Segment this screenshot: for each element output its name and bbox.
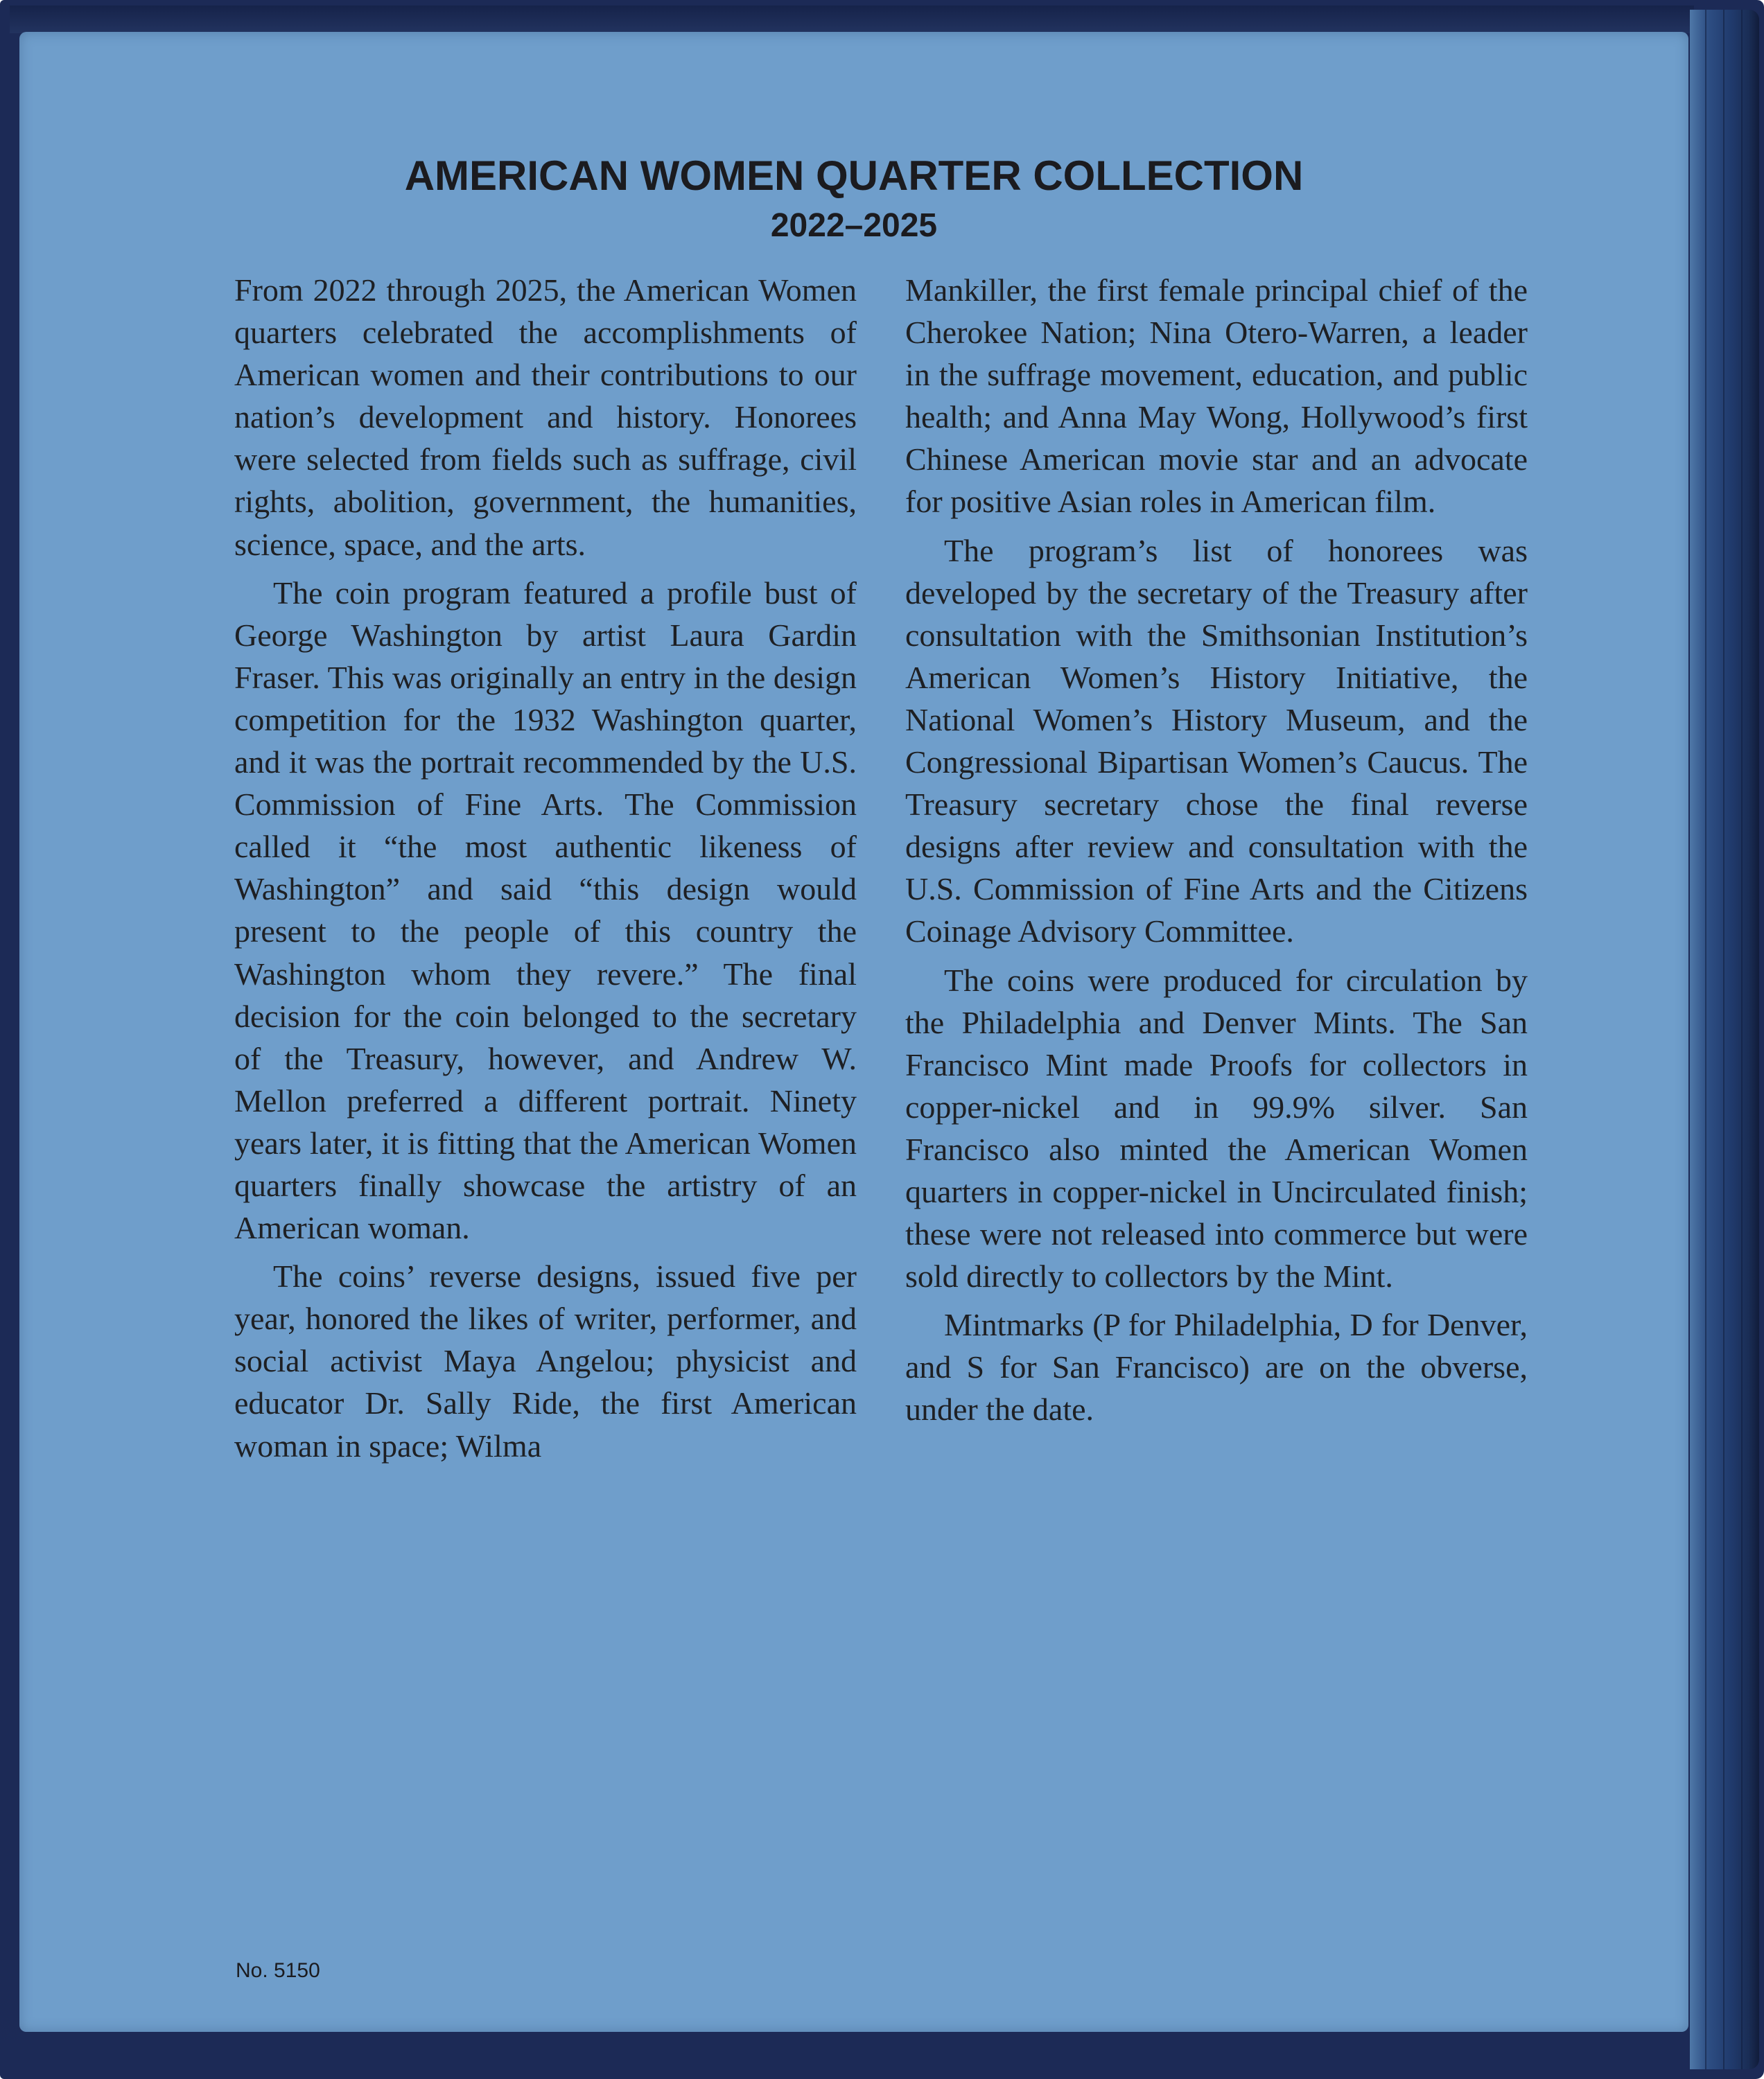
page-subtitle: 2022–2025 (770, 207, 938, 244)
spine-ridge (1741, 10, 1743, 2069)
body-paragraph: The coin program featured a profile bust of George Washington by artist Laura Gardin Fraser. This was originally an entry in the design competition for the 1932 Washington quarter, and it was the portrait recommended by the U.S. Commission of Fine Arts. The Commission called it “the most authentic likeness of Washington” and said “this design would present to the people of this country the Washington whom they revere.” The final decision for the coin belonged to the secretary of the Treasury, however, and Andrew W. Mellon preferred a different portrait. Ninety years later, it is fitting that the American Women quarters finally showcase the artistry of an American woman. (234, 574, 857, 1246)
book-spine (1690, 10, 1759, 2069)
body-paragraph: The program’s list of honorees was developed by the secretary of the Treasury after consultation with the Smithsonian Institution’s American Women’s History Initiative, the National Women’s History Museum, and the Congressional Bipartisan Women’s Caucus. The Treasury secretary chose the final reverse designs after review and consultation with the U.S. Commission of Fine Arts and the Citizens Coinage Advisory Committee. (905, 532, 1528, 949)
body-paragraph: Mankiller, the first female principal chief of the Cherokee Nation; Nina Otero-Warren, a leader in the suffrage movement, education, and public health; and Anna May Wong, Hollywood’s first Chinese American movie star and an advocate for positive Asian roles in American film. (905, 272, 1528, 520)
spine-ridge (1723, 10, 1724, 2069)
body-paragraph: The coins were produced for circulation by the Philadelphia and Denver Mints. The San Francisco Mint made Proofs for collectors in copper-nickel and in 99.9% silver. San Francisco also minted the American Women quarters in copper-nickel in Uncirculated finish; these were not released into commerce but were sold directly to collectors by the Mint. (905, 962, 1528, 1295)
page-title: AMERICAN WOMEN QUARTER COLLECTION (404, 152, 1304, 199)
cover-panel (19, 32, 1688, 2032)
text-column-left (234, 269, 857, 1473)
body-paragraph: From 2022 through 2025, the American Women quarters celebrated the accomplishments of American women and their contributions to our nation’s development and history. Honorees were selected from fields such as suffrage, civil rights, abolition, government, the humanities, science, space, and the arts. (234, 272, 857, 562)
catalog-number: No. 5150 (236, 1959, 320, 1982)
body-paragraph: Mintmarks (P for Philadelphia, D for Denver, and S for San Francisco) are on the obverse, under the date. (905, 1307, 1528, 1428)
text-column-right (905, 269, 1528, 1437)
body-paragraph: The coins’ reverse designs, issued five per year, honored the likes of writer, performer, and social activist Maya Angelou; physicist and educator Dr. Sally Ride, the first American woman in space; Wilma (234, 1258, 857, 1464)
cover-top-edge (10, 6, 1694, 33)
spine-ridge (1705, 10, 1706, 2069)
